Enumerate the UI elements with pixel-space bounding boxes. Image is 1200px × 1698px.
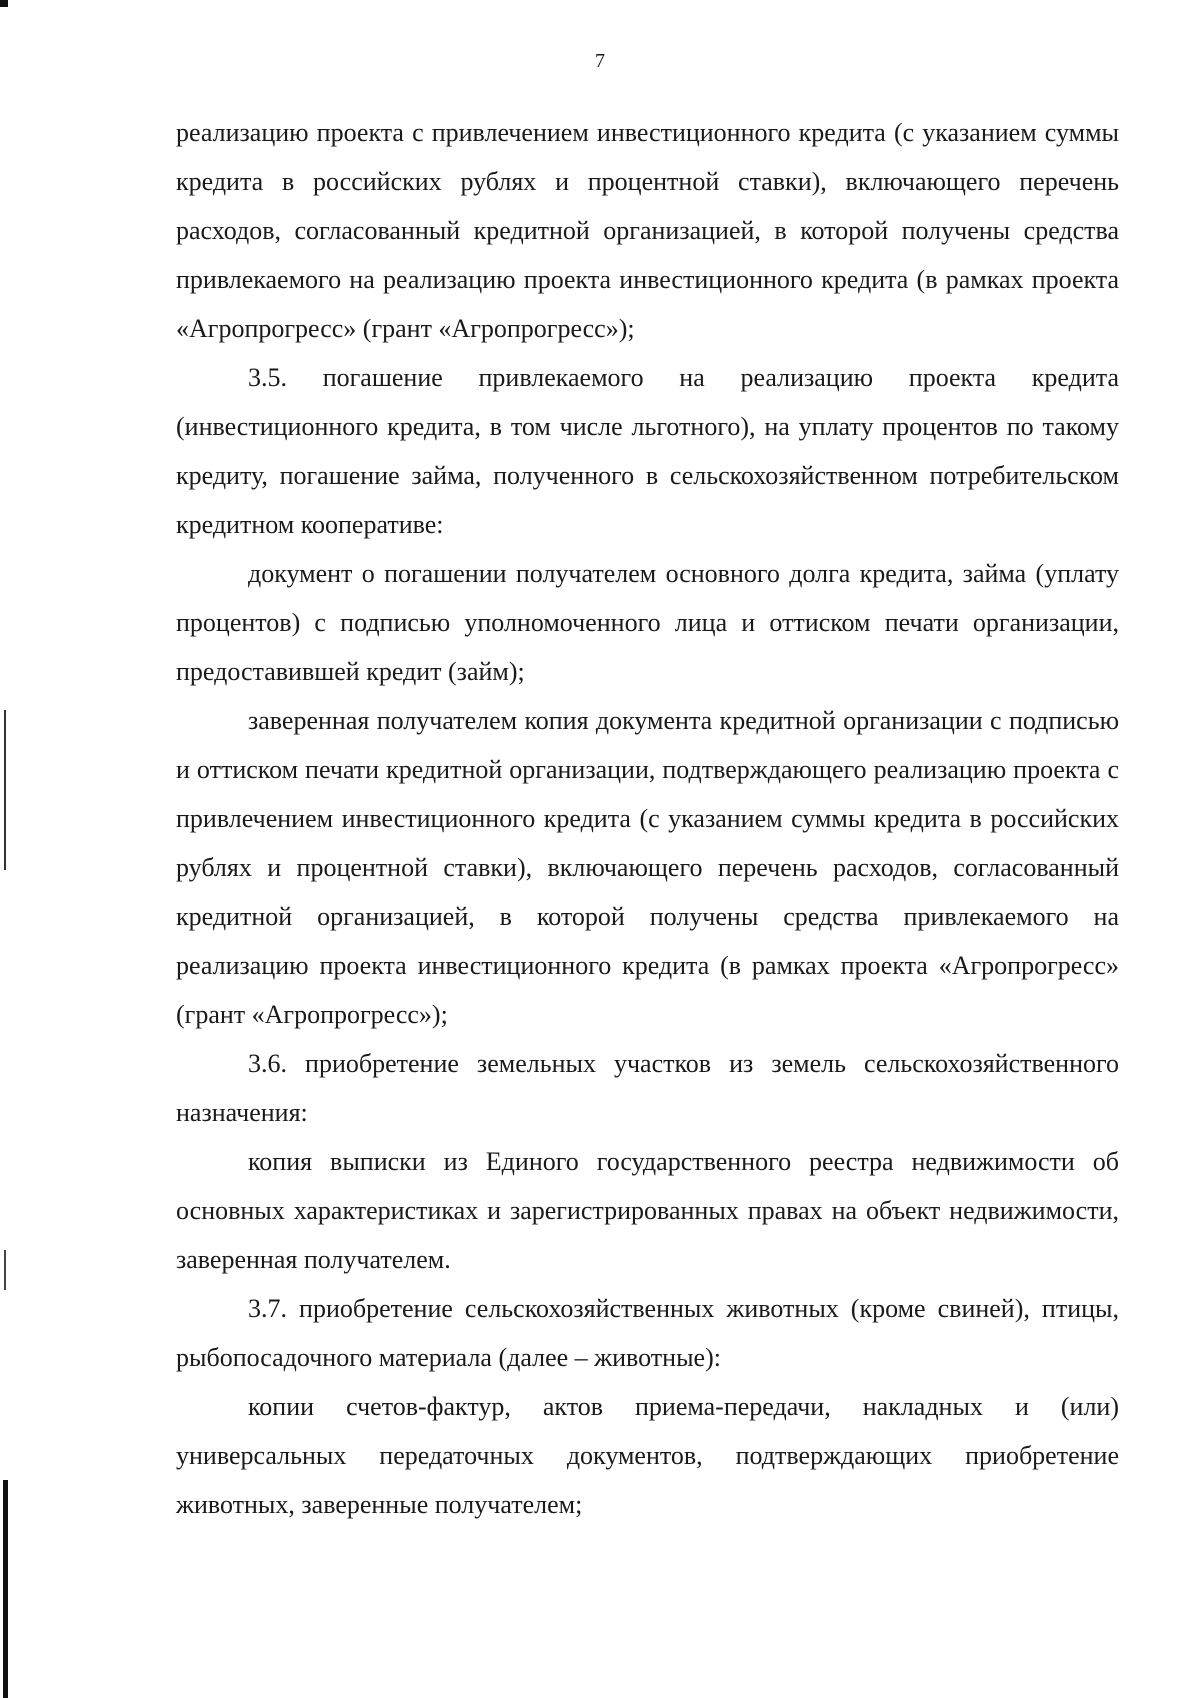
document-body	[176, 108, 1119, 1529]
paragraph-registry-extract: копия выписки из Единого государственного реестра недвижимости об основных характеристиках и зарегистрированных правах на объект недвижимости, заверенная получателем.	[176, 1147, 1119, 1274]
paragraph-certified-copy: заверенная получателем копия документа кредитной организации с подписью и оттиском печати кредитной организации, подтверждающего реализацию проекта с привлечением инвестиционного кредита (с указанием суммы кредита в российских рублях и процентной ставки), включающего перечень расходов, согласованный кредитной организацией, в которой получены средства привлекаемого на реализацию проекта инвестиционного кредита (в рамках проекта «Агропрогресс» (грант «Агропрогресс»);	[176, 706, 1119, 1029]
paragraph-repayment-document: документ о погашении получателем основного долга кредита, займа (уплату процентов) с подписью уполномоченного лица и оттиском печати организации, предоставившей кредит (займ);	[176, 559, 1119, 686]
paragraph-item-3-5: 3.5. погашение привлекаемого на реализацию проекта кредита (инвестиционного кредита, в том числе льготного), на уплату процентов по такому кредиту, погашение займа, полученного в сельскохозяйственном потребительском кредитном кооперативе:	[176, 363, 1119, 539]
paragraph-continuation: реализацию проекта с привлечением инвестиционного кредита (с указанием суммы кредита в российских рублях и процентной ставки), включающего перечень расходов, согласованный кредитной организацией, в которой получены средства привлекаемого на реализацию проекта инвестиционного кредита (в рамках проекта «Агропрогресс» (грант «Агропрогресс»);	[176, 118, 1119, 343]
page-number: 7	[595, 50, 605, 72]
scan-edge-line	[4, 710, 6, 870]
scan-edge-line	[3, 1480, 8, 1698]
scan-edge-mark	[0, 0, 8, 7]
paragraph-invoice-copies: копии счетов-фактур, актов приема-передачи, накладных и (или) универсальных передаточных документов, подтверждающих приобретение животных, заверенные получателем;	[176, 1392, 1119, 1519]
scan-edge-line	[4, 1250, 6, 1290]
paragraph-item-3-7: 3.7. приобретение сельскохозяйственных животных (кроме свиней), птицы, рыбопосадочного материала (далее – животные):	[176, 1294, 1119, 1372]
paragraph-item-3-6: 3.6. приобретение земельных участков из земель сельскохозяйственного назначения:	[176, 1049, 1119, 1127]
